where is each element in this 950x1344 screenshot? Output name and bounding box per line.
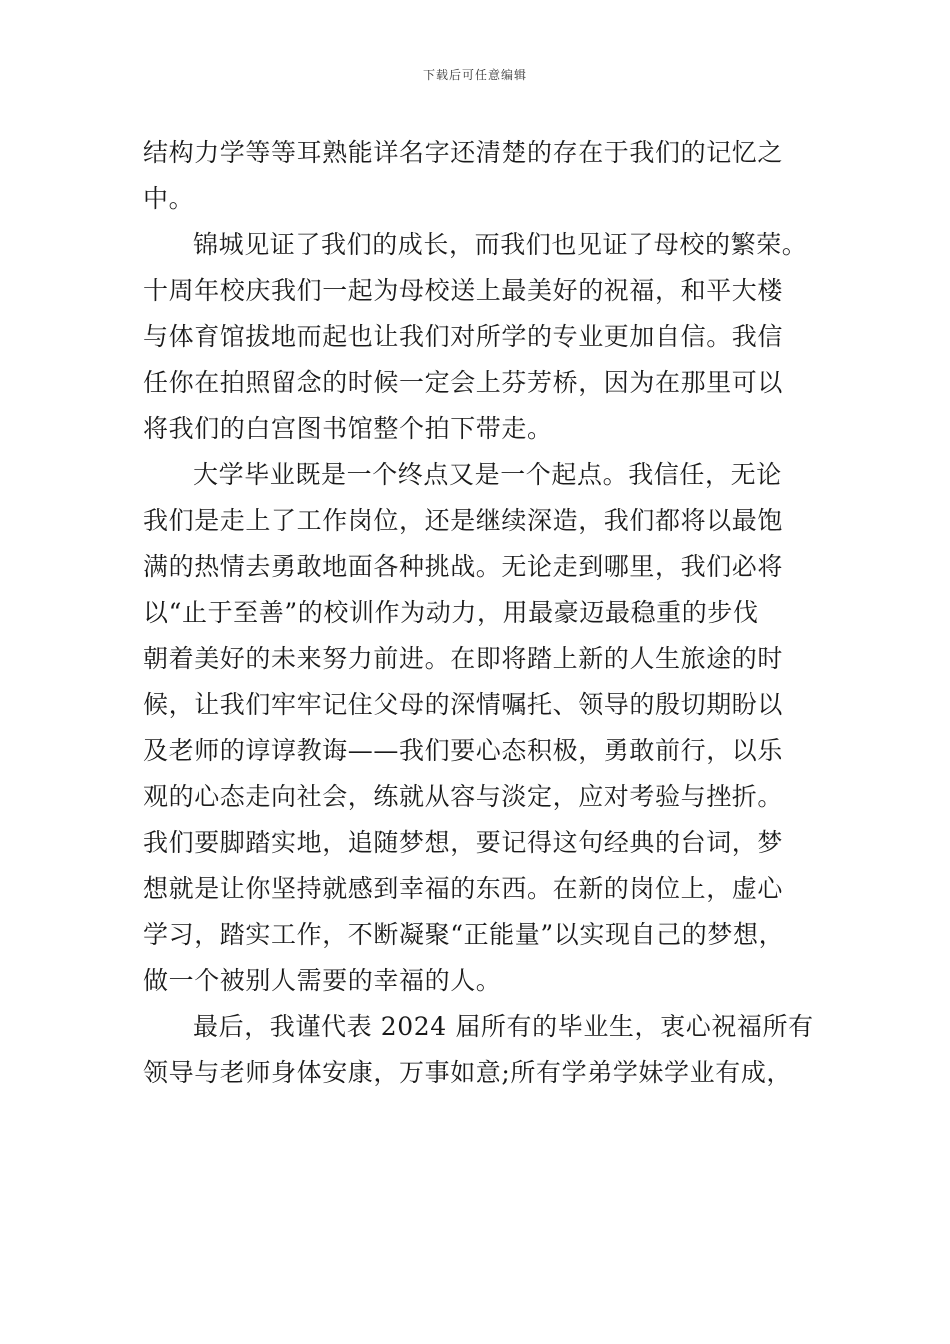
text-line: 及老师的谆谆教诲——我们要心态积极，勇敢前行，以乐: [143, 736, 784, 765]
document-body: [143, 130, 814, 1096]
text-line: 朝着美好的未来努力前进。在即将踏上新的人生旅途的时: [143, 644, 784, 673]
paragraph-4: [143, 1004, 814, 1096]
text-line: 学习，踏实工作，不断凝聚“正能量”以实现自己的梦想，: [143, 920, 785, 949]
text-line: 十周年校庆我们一起为母校送上最美好的祝福，和平大楼: [143, 276, 784, 305]
text-line: 满的热情去勇敢地面各种挑战。无论走到哪里，我们必将: [143, 552, 784, 581]
text-line: 想就是让你坚持就感到幸福的东西。在新的岗位上，虚心: [143, 874, 784, 903]
text-line: 做一个被别人需要的幸福的人。: [143, 966, 502, 995]
text-line: 我们是走上了工作岗位，还是继续深造，我们都将以最饱: [143, 506, 784, 535]
page-header: 下载后可任意编辑: [422, 68, 527, 82]
paragraph-2: [143, 222, 808, 452]
text-line: 任你在拍照留念的时候一定会上芬芳桥，因为在那里可以: [143, 368, 784, 397]
text-line: 候，让我们牢牢记住父母的深情嘱托、领导的殷切期盼以: [143, 690, 784, 719]
text-line: 与体育馆拔地而起也让我们对所学的专业更加自信。我信: [143, 322, 784, 351]
text-line: 最后，我谨代表 2024 届所有的毕业生，衷心祝福所有: [193, 1012, 814, 1041]
text-line: 我们要脚踏实地，追随梦想，要记得这句经典的台词，梦: [143, 828, 784, 857]
paragraph-3: [143, 452, 795, 1004]
text-line: 锦城见证了我们的成长，而我们也见证了母校的繁荣。: [193, 230, 808, 259]
text-line: 观的心态走向社会，练就从容与淡定，应对考验与挫折。: [143, 782, 784, 811]
text-line: 以“止于至善”的校训作为动力，用最豪迈最稳重的步伐: [143, 598, 759, 627]
text-line: 大学毕业既是一个终点又是一个起点。我信任，无论: [193, 460, 782, 489]
text-line: 中。: [143, 184, 195, 213]
text-line: 领导与老师身体安康，万事如意;所有学弟学妹学业有成，: [143, 1058, 793, 1087]
text-line: 将我们的白宫图书馆整个拍下带走。: [143, 414, 553, 443]
paragraph-1: [143, 130, 795, 222]
text-line: 结构力学等等耳熟能详名字还清楚的存在于我们的记忆之: [143, 138, 784, 167]
